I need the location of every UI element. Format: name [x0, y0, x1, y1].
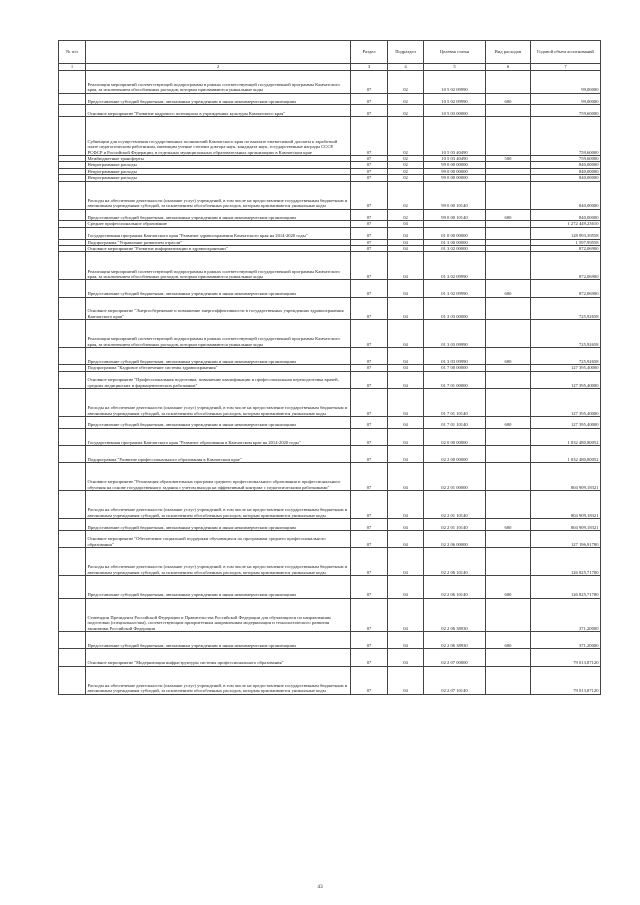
header-row [59, 41, 601, 64]
row-name-cell: Основное мероприятие "Реализация образовательных программ среднего профессионального образования и профессионального обучения на основе государственного задания с учетом выхода на эффективный контракт с педагогическими работниками" [86, 463, 351, 491]
row-num-cell [59, 71, 86, 94]
row-podrazdel-cell: 02 [388, 168, 424, 174]
row-sum-cell: 99,00000 [531, 71, 601, 94]
row-name-cell: Основное мероприятие "Развитие кадрового потенциала в учреждениях культуры Камчатского края" [86, 105, 351, 117]
header-csr: Целевая статья [424, 41, 486, 64]
row-name-cell: Расходы на обеспечение деятельности (оказание услуг) учреждений, в том числе на предоставление государственным бюджетным и автономным учреждениям субсидий, за исключением обособленных расходов, которым присваиваются уникальные коды [86, 181, 351, 209]
row-sum-cell: 840,00000 [531, 168, 601, 174]
row-sum-cell: 804 909,18321 [531, 491, 601, 519]
row-razdel-cell: 07 [351, 530, 388, 547]
row-name-cell: Предоставление субсидий бюджетным, автономным учреждениям и иным некоммерческим организациям [86, 576, 351, 599]
row-vr-cell: 600 [486, 209, 531, 221]
row-sum-cell: 126 825,71780 [531, 576, 601, 599]
row-num-cell [59, 297, 86, 320]
row-sum-cell: 725,92658 [531, 320, 601, 348]
column-number: 1 [59, 64, 86, 71]
row-num-cell [59, 388, 86, 416]
row-razdel-cell: 07 [351, 297, 388, 320]
row-sum-cell: 127 395,40000 [531, 365, 601, 371]
row-num-cell [59, 117, 86, 156]
row-num-cell [59, 105, 86, 117]
row-csr-cell: 10 5 02 09990 [424, 71, 486, 94]
row-name-cell: Расходы на обеспечение деятельности (оказание услуг) учреждений, в том числе на предоставление государственным бюджетным и автономным учреждениям субсидий, за исключением обособленных расходов, которым присваиваются уникальные коды [86, 388, 351, 416]
row-vr-cell: 600 [486, 93, 531, 105]
table-row [59, 320, 601, 348]
row-csr-cell: 10 5 02 09990 [424, 93, 486, 105]
row-sum-cell: 371,20000 [531, 598, 601, 631]
row-name-cell: Непрограммные расходы [86, 162, 351, 168]
row-podrazdel-cell: 04 [388, 428, 424, 445]
row-name-cell: Предоставление субсидий бюджетным, автономным учреждениям и иным некоммерческим организациям [86, 632, 351, 649]
row-podrazdel-cell: 02 [388, 181, 424, 209]
row-num-cell [59, 548, 86, 576]
column-number: 2 [86, 64, 351, 71]
row-vr-cell [486, 371, 531, 388]
row-razdel-cell: 07 [351, 576, 388, 599]
row-num-cell [59, 320, 86, 348]
row-sum-cell: 804 909,18321 [531, 463, 601, 491]
row-csr-cell: 99 0 00 00000 [424, 168, 486, 174]
row-csr-cell: 01 3 02 09990 [424, 280, 486, 297]
row-sum-cell: 79 013,87120 [531, 666, 601, 694]
row-sum-cell: 127 395,40000 [531, 388, 601, 416]
row-num-cell [59, 632, 86, 649]
row-name-cell: Межбюджетные трансферты [86, 155, 351, 161]
row-podrazdel-cell: 04 [388, 297, 424, 320]
row-name-cell: Расходы на обеспечение деятельности (оказание услуг) учреждений, в том числе на предоставление государственным бюджетным и автономным учреждениям субсидий, за исключением обособленных расходов, которым присваиваются уникальные коды [86, 548, 351, 576]
row-sum-cell: 759,60000 [531, 155, 601, 161]
row-num-cell [59, 93, 86, 105]
table-row [59, 576, 601, 599]
row-vr-cell: 600 [486, 632, 531, 649]
row-vr-cell [486, 105, 531, 117]
table-row [59, 105, 601, 117]
row-podrazdel-cell: 02 [388, 175, 424, 181]
row-razdel-cell: 07 [351, 280, 388, 297]
row-csr-cell: 01 0 00 00000 [424, 227, 486, 239]
row-vr-cell [486, 181, 531, 209]
table-row [59, 181, 601, 209]
row-razdel-cell: 07 [351, 252, 388, 280]
header-name [86, 41, 351, 64]
header-razdel: Раздел [351, 41, 388, 64]
row-sum-cell: 128 993,39558 [531, 227, 601, 239]
row-podrazdel-cell: 04 [388, 576, 424, 599]
row-name-cell: Подпрограмма "Управление развитием отрасли" [86, 239, 351, 245]
row-name-cell: Основное мероприятие "Обеспечение социальной поддержки обучающихся по программам среднего профессионального образования" [86, 530, 351, 547]
row-name-cell: Расходы на обеспечение деятельности (оказание услуг) учреждений, в том числе на предоставление государственным бюджетным и автономным учреждениям субсидий, за исключением обособленных расходов, которым присваиваются уникальные коды [86, 666, 351, 694]
row-name-cell: Предоставление субсидий бюджетным, автономным учреждениям и иным некоммерческим организациям [86, 209, 351, 221]
row-num-cell [59, 463, 86, 491]
table-row [59, 388, 601, 416]
column-number: 4 [388, 64, 424, 71]
row-razdel-cell: 07 [351, 93, 388, 105]
row-podrazdel-cell: 04 [388, 632, 424, 649]
row-razdel-cell: 07 [351, 371, 388, 388]
row-vr-cell [486, 548, 531, 576]
row-csr-cell: 01 3 00 00000 [424, 239, 486, 245]
row-num-cell [59, 519, 86, 531]
row-name-cell: Предоставление субсидий бюджетным, автономным учреждениям и иным некоммерческим организациям [86, 519, 351, 531]
row-razdel-cell: 07 [351, 463, 388, 491]
table-row [59, 649, 601, 666]
row-sum-cell: 371,20000 [531, 632, 601, 649]
header-vr: Вид расходов [486, 41, 531, 64]
row-podrazdel-cell: 04 [388, 416, 424, 428]
column-number: 7 [531, 64, 601, 71]
row-num-cell [59, 280, 86, 297]
row-podrazdel-cell: 02 [388, 93, 424, 105]
row-razdel-cell: 07 [351, 632, 388, 649]
row-csr-cell: 01 3 03 00000 [424, 297, 486, 320]
row-name-cell: Реализация мероприятий соответствующей подпрограммы в рамках соответствующей государственной программы Камчатского края, за исключением обособленных расходов, которым присваиваются уникальные коды [86, 71, 351, 94]
row-razdel-cell: 07 [351, 162, 388, 168]
row-sum-cell: 840,00000 [531, 181, 601, 209]
row-sum-cell: 126 825,71780 [531, 548, 601, 576]
row-name-cell: Реализация мероприятий соответствующей подпрограммы в рамках соответствующей государственной программы Камчатского края, за исключением обособленных расходов, которым присваиваются уникальные коды [86, 320, 351, 348]
row-podrazdel-cell: 04 [388, 445, 424, 462]
header-podrazdel: Подраздел [388, 41, 424, 64]
document-page [58, 40, 600, 695]
row-vr-cell [486, 666, 531, 694]
row-name-cell: Основное мероприятие "Профессиональная подготовка, повышение квалификации и профессиональная переподготовка врачей, средних медицинских и фармацевтических работников" [86, 371, 351, 388]
row-name-cell: Основное мероприятие "Развитие информатизации в здравоохранении" [86, 246, 351, 252]
row-razdel-cell: 07 [351, 239, 388, 245]
budget-table [58, 40, 601, 695]
row-podrazdel-cell: 04 [388, 666, 424, 694]
row-podrazdel-cell: 04 [388, 246, 424, 252]
table-row [59, 252, 601, 280]
row-csr-cell: 02 2 07 00000 [424, 649, 486, 666]
row-sum-cell: 99,00000 [531, 93, 601, 105]
row-num-cell [59, 428, 86, 445]
row-csr-cell: 01 3 02 09990 [424, 252, 486, 280]
row-razdel-cell: 07 [351, 548, 388, 576]
row-csr-cell: 01 3 02 00000 [424, 246, 486, 252]
row-csr-cell: 02 2 06 10140 [424, 576, 486, 599]
row-num-cell [59, 371, 86, 388]
table-row [59, 280, 601, 297]
row-sum-cell: 1 272 449,23610 [531, 221, 601, 227]
row-podrazdel-cell: 04 [388, 221, 424, 227]
column-number: 6 [486, 64, 531, 71]
row-sum-cell: 1 032 480,80052 [531, 445, 601, 462]
row-name-cell: Предоставление субсидий бюджетным, автономным учреждениям и иным некоммерческим организациям [86, 93, 351, 105]
row-podrazdel-cell: 04 [388, 239, 424, 245]
row-csr-cell: 02 2 06 38930 [424, 632, 486, 649]
row-num-cell [59, 348, 86, 365]
row-name-cell: Расходы на обеспечение деятельности (оказание услуг) учреждений, в том числе на предоставление государственным бюджетным и автономным учреждениям субсидий, за исключением обособленных расходов, которым присваиваются уникальные коды [86, 491, 351, 519]
row-razdel-cell: 07 [351, 416, 388, 428]
row-razdel-cell: 07 [351, 666, 388, 694]
row-name-cell: Государственная программа Камчатского края "Развитие образования в Камчатском крае на 2014-2020 годы" [86, 428, 351, 445]
row-sum-cell: 1 032 480,80052 [531, 428, 601, 445]
row-podrazdel-cell: 04 [388, 348, 424, 365]
table-row [59, 530, 601, 547]
row-sum-cell: 804 909,18321 [531, 519, 601, 531]
row-num-cell [59, 491, 86, 519]
row-sum-cell: 127 395,40000 [531, 416, 601, 428]
row-name-cell: Стипендии Президента Российской Федерации и Правительства Российской Федерации для обучающихся по направлениям подготовки (специальностям), соответствующим приоритетным направлениям модернизации и технологического развития экономики Российской Федерации [86, 598, 351, 631]
row-vr-cell: 600 [486, 280, 531, 297]
row-razdel-cell: 07 [351, 71, 388, 94]
row-csr-cell: 02 2 01 00000 [424, 463, 486, 491]
row-num-cell [59, 227, 86, 239]
row-vr-cell: 600 [486, 348, 531, 365]
row-num-cell [59, 445, 86, 462]
table-row [59, 519, 601, 531]
row-vr-cell [486, 297, 531, 320]
row-podrazdel-cell: 04 [388, 530, 424, 547]
table-row [59, 93, 601, 105]
row-name-cell: Основное мероприятие "Энергосбережение и повышение энергоэффективности в государственных учреждениях здравоохранения Камчатского края" [86, 297, 351, 320]
row-vr-cell [486, 598, 531, 631]
table-row [59, 416, 601, 428]
row-num-cell [59, 252, 86, 280]
row-csr-cell: 99 0 00 10140 [424, 209, 486, 221]
row-sum-cell: 127 196,91780 [531, 530, 601, 547]
row-razdel-cell: 07 [351, 365, 388, 371]
row-csr-cell: 02 2 07 10140 [424, 666, 486, 694]
row-num-cell [59, 598, 86, 631]
row-csr-cell: 10 5 03 00000 [424, 105, 486, 117]
row-vr-cell [486, 428, 531, 445]
row-podrazdel-cell: 02 [388, 162, 424, 168]
row-podrazdel-cell: 04 [388, 280, 424, 297]
header-num: № п/п [59, 41, 86, 64]
row-csr-cell: 99 0 00 00000 [424, 175, 486, 181]
table-body [59, 71, 601, 695]
row-razdel-cell: 07 [351, 598, 388, 631]
row-razdel-cell: 07 [351, 155, 388, 161]
table-row [59, 445, 601, 462]
table-row [59, 548, 601, 576]
row-razdel-cell: 07 [351, 388, 388, 416]
table-row [59, 632, 601, 649]
table-row [59, 209, 601, 221]
row-razdel-cell: 07 [351, 175, 388, 181]
row-name-cell: Государственная программа Камчатского края "Развитие здравоохранения Камчатского края на 2014-2020 годы" [86, 227, 351, 239]
row-csr-cell: 02 2 06 38930 [424, 598, 486, 631]
row-num-cell [59, 209, 86, 221]
row-vr-cell [486, 252, 531, 280]
row-csr-cell: 02 0 00 00000 [424, 428, 486, 445]
row-podrazdel-cell: 02 [388, 105, 424, 117]
column-number: 3 [351, 64, 388, 71]
row-csr-cell: 02 2 06 00000 [424, 530, 486, 547]
table-row [59, 666, 601, 694]
row-razdel-cell: 07 [351, 105, 388, 117]
row-vr-cell [486, 71, 531, 94]
row-vr-cell [486, 530, 531, 547]
row-razdel-cell: 07 [351, 117, 388, 156]
row-podrazdel-cell: 04 [388, 388, 424, 416]
row-vr-cell [486, 445, 531, 462]
row-csr-cell: 02 2 01 10140 [424, 519, 486, 531]
row-razdel-cell: 07 [351, 348, 388, 365]
row-sum-cell: 127 395,40000 [531, 371, 601, 388]
row-num-cell [59, 576, 86, 599]
row-podrazdel-cell: 02 [388, 117, 424, 156]
row-csr-cell: 01 3 03 09990 [424, 320, 486, 348]
row-sum-cell: 725,92658 [531, 348, 601, 365]
row-podrazdel-cell: 04 [388, 548, 424, 576]
row-vr-cell: 600 [486, 519, 531, 531]
row-razdel-cell: 07 [351, 519, 388, 531]
row-csr-cell: 01 7 01 10140 [424, 388, 486, 416]
row-sum-cell: 872,06900 [531, 280, 601, 297]
row-num-cell [59, 649, 86, 666]
row-sum-cell: 872,06900 [531, 246, 601, 252]
table-row [59, 491, 601, 519]
row-csr-cell: 99 0 00 10140 [424, 181, 486, 209]
row-vr-cell [486, 649, 531, 666]
table-row [59, 297, 601, 320]
row-csr-cell: 02 2 01 10140 [424, 491, 486, 519]
row-sum-cell: 1 597,99558 [531, 239, 601, 245]
table-row [59, 117, 601, 156]
row-razdel-cell: 07 [351, 246, 388, 252]
row-podrazdel-cell: 04 [388, 371, 424, 388]
row-podrazdel-cell: 04 [388, 463, 424, 491]
row-sum-cell: 725,92658 [531, 297, 601, 320]
row-podrazdel-cell: 04 [388, 365, 424, 371]
row-vr-cell [486, 491, 531, 519]
table-row [59, 227, 601, 239]
row-razdel-cell: 07 [351, 221, 388, 227]
row-podrazdel-cell: 04 [388, 491, 424, 519]
table-row [59, 71, 601, 94]
row-num-cell [59, 530, 86, 547]
row-vr-cell [486, 320, 531, 348]
row-sum-cell: 759,60000 [531, 105, 601, 117]
row-vr-cell [486, 227, 531, 239]
row-name-cell: Предоставление субсидий бюджетным, автономным учреждениям и иным некоммерческим организациям [86, 348, 351, 365]
table-row [59, 463, 601, 491]
table-row [59, 598, 601, 631]
table-row [59, 348, 601, 365]
row-sum-cell: 759,60000 [531, 117, 601, 156]
row-name-cell: Непрограммные расходы [86, 175, 351, 181]
row-razdel-cell: 07 [351, 181, 388, 209]
row-vr-cell: 600 [486, 416, 531, 428]
row-razdel-cell: 07 [351, 491, 388, 519]
row-csr-cell: 02 2 06 10140 [424, 548, 486, 576]
row-num-cell [59, 416, 86, 428]
column-number-row [59, 64, 601, 71]
row-podrazdel-cell: 04 [388, 252, 424, 280]
row-vr-cell [486, 463, 531, 491]
row-podrazdel-cell: 04 [388, 320, 424, 348]
row-podrazdel-cell: 02 [388, 209, 424, 221]
row-name-cell: Предоставление субсидий бюджетным, автономным учреждениям и иным некоммерческим организациям [86, 280, 351, 297]
row-sum-cell: 840,00000 [531, 209, 601, 221]
row-vr-cell: 600 [486, 576, 531, 599]
row-vr-cell [486, 388, 531, 416]
page-number: 43 [317, 884, 323, 890]
row-name-cell: Подпрограмма "Кадровое обеспечение системы здравоохранения" [86, 365, 351, 371]
row-podrazdel-cell: 04 [388, 519, 424, 531]
row-name-cell: Предоставление субсидий бюджетным, автономным учреждениям и иным некоммерческим организациям [86, 416, 351, 428]
row-vr-cell [486, 117, 531, 156]
row-podrazdel-cell: 02 [388, 71, 424, 94]
row-razdel-cell: 07 [351, 209, 388, 221]
row-podrazdel-cell: 04 [388, 227, 424, 239]
row-name-cell: Подпрограмма "Развитие профессионального образования в Камчатском крае" [86, 445, 351, 462]
row-csr-cell: 01 7 01 00000 [424, 371, 486, 388]
row-csr-cell: 99 0 00 00000 [424, 162, 486, 168]
column-number: 5 [424, 64, 486, 71]
table-row [59, 371, 601, 388]
row-razdel-cell: 07 [351, 320, 388, 348]
row-name-cell: Основное мероприятие "Модернизация инфраструктуры системы профессионального образования" [86, 649, 351, 666]
row-csr-cell: 01 7 01 10140 [424, 416, 486, 428]
row-csr-cell: 01 3 03 09990 [424, 348, 486, 365]
row-name-cell: Среднее профессиональное образование [86, 221, 351, 227]
row-razdel-cell: 07 [351, 428, 388, 445]
row-sum-cell: 840,00000 [531, 162, 601, 168]
row-vr-cell: 500 [486, 155, 531, 161]
row-podrazdel-cell: 04 [388, 598, 424, 631]
row-podrazdel-cell: 04 [388, 649, 424, 666]
row-sum-cell: 79 013,87120 [531, 649, 601, 666]
row-name-cell: Субвенции для осуществления государственных полномочий Камчатского края по выплате ежемесячной доплаты к заработной плате педагогическим работникам, имеющим ученые степени доктора наук, кандидата наук, государственные награды СССР, РСФСР и Российской Федерации, в отдельных муниципальных образовательных организациях в Камчатском крае [86, 117, 351, 156]
row-razdel-cell: 07 [351, 227, 388, 239]
row-name-cell: Реализация мероприятий соответствующей подпрограммы в рамках соответствующей государственной программы Камчатского края, за исключением обособленных расходов, которым присваиваются уникальные коды [86, 252, 351, 280]
row-name-cell: Непрограммные расходы [86, 168, 351, 174]
table-row [59, 428, 601, 445]
row-razdel-cell: 07 [351, 649, 388, 666]
header-sum: Годовой объем ассигнований [531, 41, 601, 64]
row-csr-cell: 10 5 03 40490 [424, 117, 486, 156]
row-csr-cell: 10 5 03 40490 [424, 155, 486, 161]
row-sum-cell: 840,00000 [531, 175, 601, 181]
row-razdel-cell: 07 [351, 445, 388, 462]
row-podrazdel-cell: 02 [388, 155, 424, 161]
row-num-cell [59, 666, 86, 694]
row-sum-cell: 872,06900 [531, 252, 601, 280]
row-razdel-cell: 07 [351, 168, 388, 174]
row-csr-cell: 01 7 00 00000 [424, 365, 486, 371]
row-csr-cell: 02 2 00 00000 [424, 445, 486, 462]
row-num-cell [59, 181, 86, 209]
